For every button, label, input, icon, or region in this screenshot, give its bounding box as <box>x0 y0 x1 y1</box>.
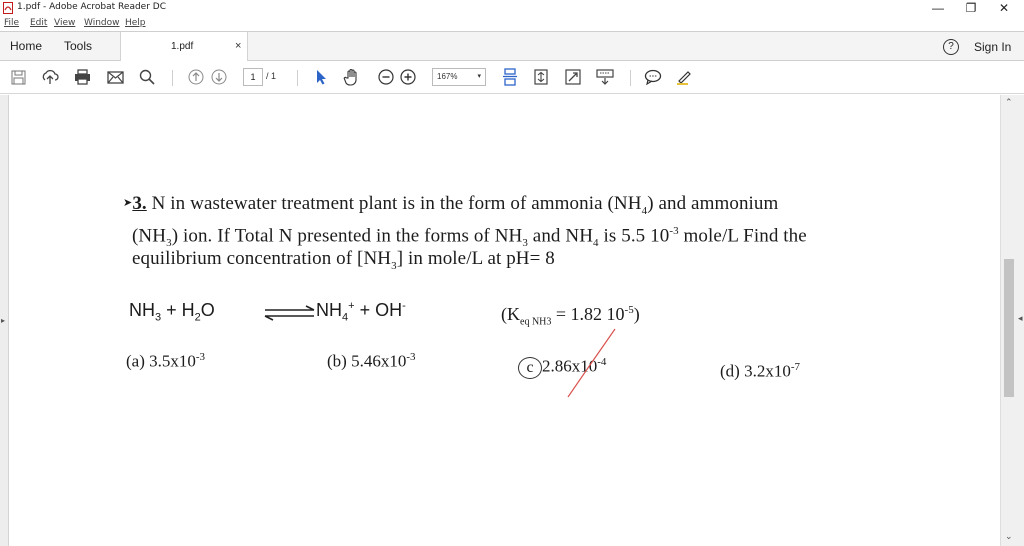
highlight-pen-icon[interactable] <box>675 68 693 86</box>
scroll-mode-icon[interactable] <box>532 68 550 86</box>
bullet-icon: ➤ <box>123 197 133 209</box>
full-screen-icon[interactable] <box>564 68 582 86</box>
acrobat-icon <box>3 2 13 14</box>
email-icon[interactable] <box>106 68 124 86</box>
close-button[interactable]: ✕ <box>998 1 1010 15</box>
print-icon[interactable] <box>73 68 91 86</box>
equilibrium-constant: ($K_{eq NH3} = 1.82$ $10^{-5}$) <box>501 304 640 328</box>
menu-view[interactable]: View <box>54 18 76 28</box>
search-icon[interactable] <box>138 68 156 86</box>
scrollbar-thumb[interactable] <box>1004 259 1014 397</box>
sign-in-link[interactable]: Sign In <box>974 40 1012 54</box>
menu-edit[interactable]: Edit <box>30 18 48 28</box>
chevron-down-icon: ▾ <box>477 73 481 80</box>
title-bar <box>0 0 1024 17</box>
menu-window[interactable]: Window <box>84 18 120 28</box>
toolbar-separator <box>172 70 173 86</box>
minimize-button[interactable]: — <box>932 1 944 15</box>
tab-tools[interactable]: Tools <box>64 39 93 53</box>
right-panel-toggle-icon[interactable]: ◂ <box>1018 313 1023 323</box>
pdf-page <box>0 95 1000 546</box>
scroll-up-icon[interactable]: ⌃ <box>1005 97 1013 107</box>
page-total: / 1 <box>266 71 277 81</box>
answer-d: (d) $3.2x10^{-7}$ <box>720 361 800 381</box>
scroll-down-icon[interactable]: ⌄ <box>1005 531 1013 541</box>
upload-icon[interactable] <box>41 68 59 86</box>
toolbar-separator <box>297 70 298 86</box>
answer-a: (a) $3.5x10^{-3}$ <box>126 351 206 371</box>
select-arrow-icon[interactable] <box>312 68 330 86</box>
answer-b: (b) $5.46x10^{-3}$ <box>327 351 416 371</box>
equilibrium-arrow-icon <box>264 305 316 321</box>
menu-bar <box>0 17 1024 31</box>
window-title: 1.pdf - Adobe Acrobat Reader DC <box>17 2 166 12</box>
chevron-right-icon: ▸ <box>1 316 6 325</box>
answer-c: c $2.86x10^{-4}$ <box>518 356 606 379</box>
tab-document-label: 1.pdf <box>171 41 194 52</box>
menu-file[interactable]: File <box>4 18 20 28</box>
question-line-2: $(NH_3)$ ion. If Total N presented in the forms of $NH_3$ and $NH_4$ is 5.5 $10^{-3}$ mole/L Find the <box>132 225 807 250</box>
tab-bar <box>0 31 1024 61</box>
page-up-icon[interactable] <box>187 68 205 86</box>
comment-icon[interactable] <box>644 68 662 86</box>
vertical-scrollbar[interactable] <box>1000 95 1024 546</box>
zoom-in-icon[interactable] <box>399 68 417 86</box>
hand-icon[interactable] <box>343 68 361 86</box>
equation-products: $NH_4^+ + OH^-$ <box>316 300 406 324</box>
document-viewer[interactable] <box>0 95 1024 546</box>
question-number: 3. <box>132 193 147 214</box>
restore-button[interactable]: ❐ <box>965 1 977 15</box>
zoom-value: 167% <box>437 72 458 81</box>
tab-close-button[interactable]: × <box>235 40 242 52</box>
toolbar <box>0 61 1024 94</box>
help-icon[interactable]: ? <box>943 39 959 55</box>
question-line-1: ➤3. N in wastewater treatment plant is in the form of ammonia $(NH_4)$ and ammonium <box>123 193 779 217</box>
tab-home[interactable]: Home <box>10 39 43 53</box>
page-number-input[interactable]: 1 <box>243 68 263 86</box>
menu-help[interactable]: Help <box>125 18 146 28</box>
toolbar-separator <box>630 70 631 86</box>
zoom-select[interactable] <box>432 68 486 86</box>
read-mode-icon[interactable] <box>596 68 614 86</box>
page-down-icon[interactable] <box>210 68 228 86</box>
equation-reactants: $NH_3 + H_2O$ <box>129 300 215 324</box>
zoom-out-icon[interactable] <box>377 68 395 86</box>
red-strike-annotation <box>560 327 620 399</box>
answer-c-circled-label: c <box>518 357 542 379</box>
question-line-3: equilibrium concentration of $[NH_3]$ in mole/L at pH= 8 <box>132 248 555 272</box>
fit-page-icon[interactable] <box>501 68 519 86</box>
tab-document[interactable] <box>120 32 248 61</box>
save-icon[interactable] <box>9 68 27 86</box>
